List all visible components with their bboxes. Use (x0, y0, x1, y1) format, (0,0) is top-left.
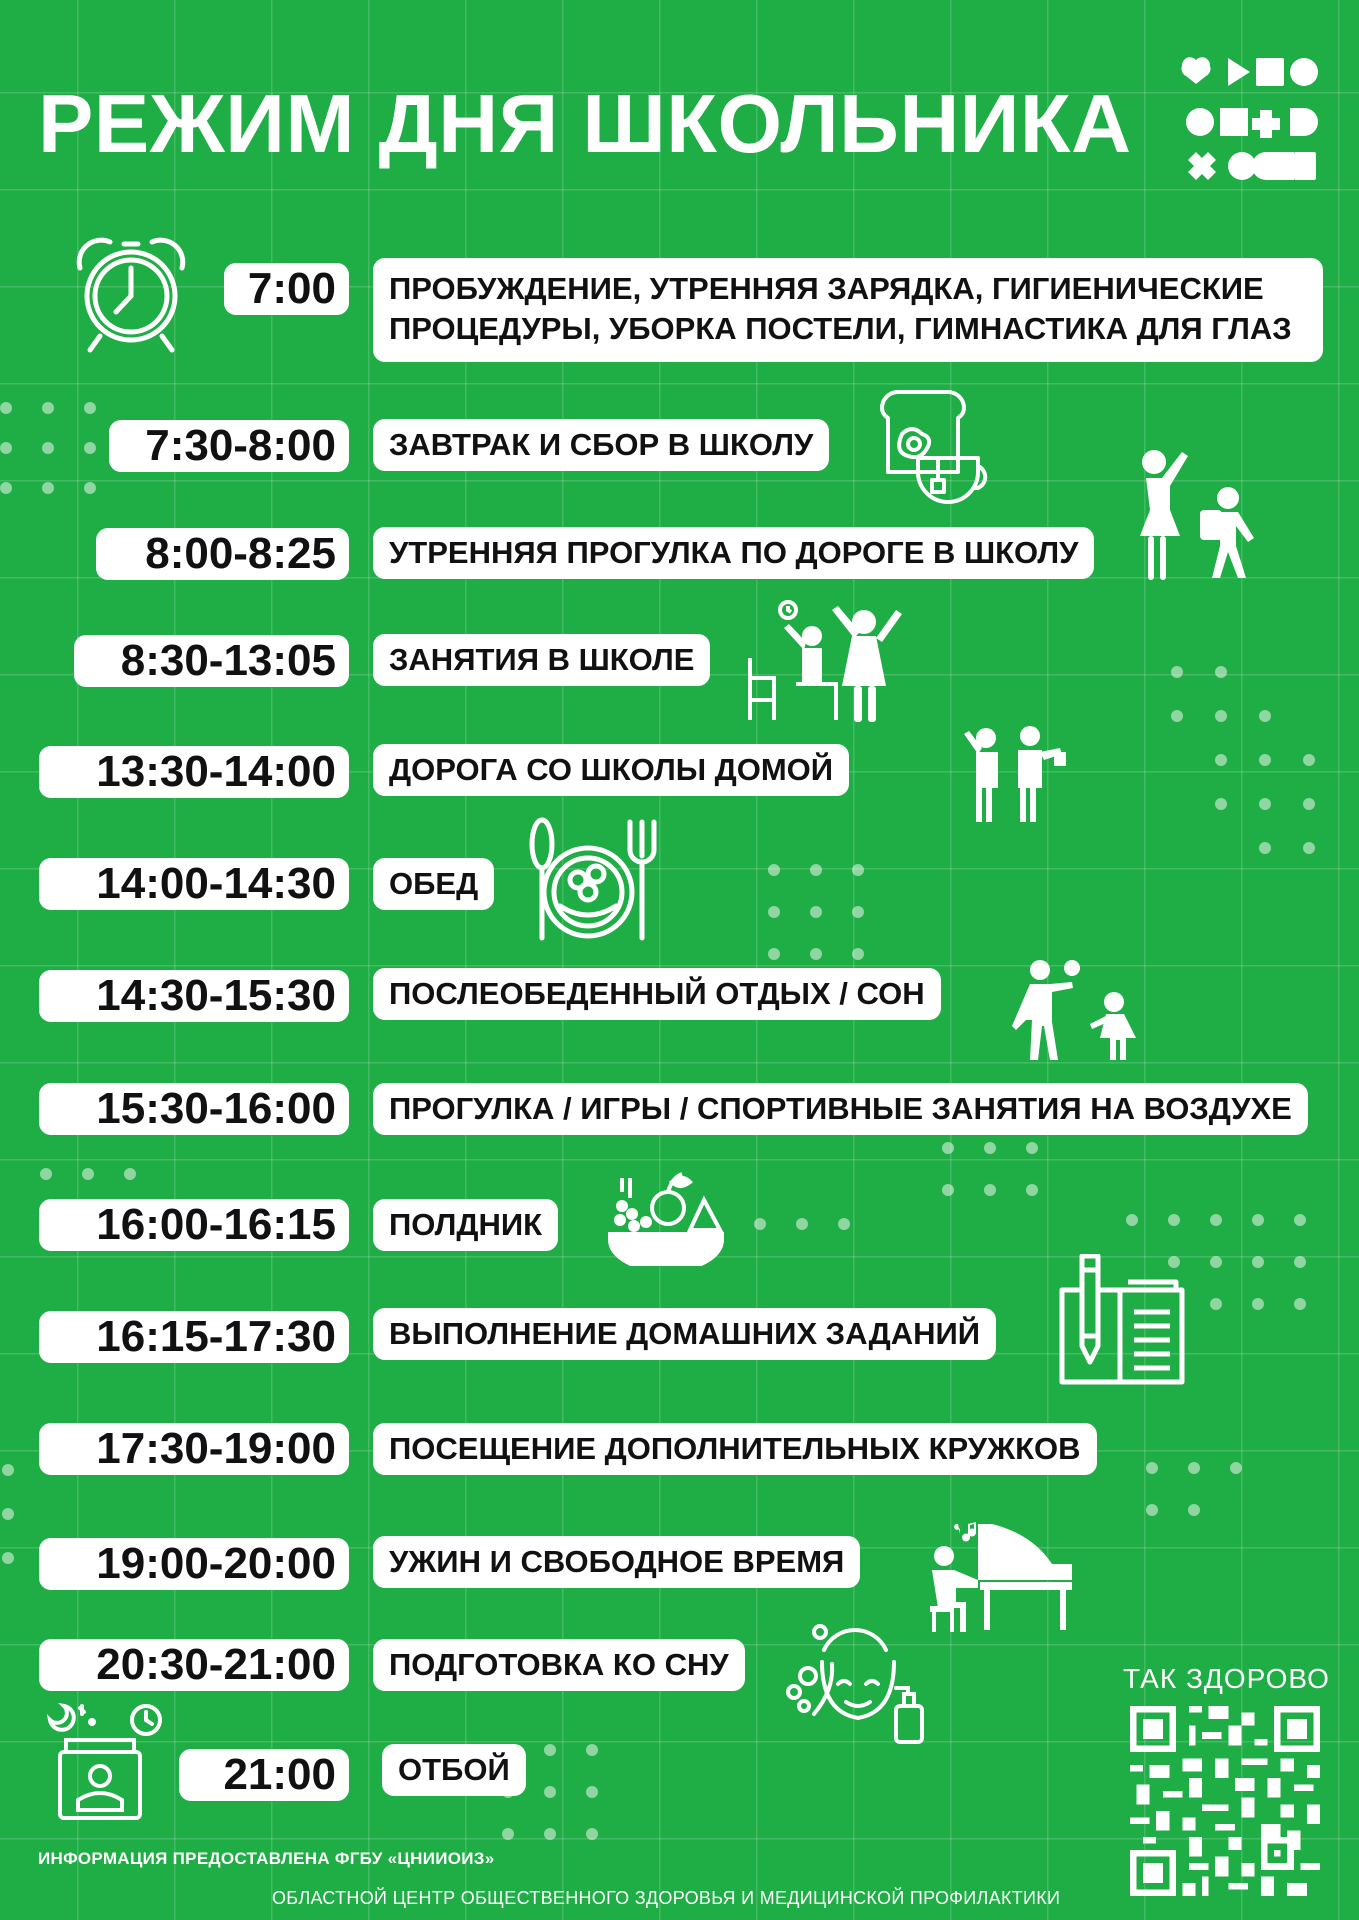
piano-player-icon (928, 1520, 1076, 1632)
face-washing-icon (780, 1610, 924, 1746)
time-badge: 8:30-13:05 (74, 635, 349, 687)
decorative-dots (0, 1460, 40, 1570)
qr-label: ТАК ЗДОРОВО (1123, 1663, 1330, 1694)
school-class-icon (746, 598, 906, 726)
time-badge: 19:00-20:00 (39, 1538, 349, 1590)
decorative-dots (38, 1164, 158, 1194)
time-badge: 7:00 (224, 263, 349, 315)
decorative-dots (940, 1140, 1060, 1210)
activity-label: ВЫПОЛНЕНИЕ ДОМАШНИХ ЗАДАНИЙ (373, 1308, 996, 1360)
activity-label: ЗАНЯТИЯ В ШКОЛЕ (373, 634, 710, 686)
sleeping-bed-icon (40, 1700, 164, 1824)
activity-label: ДОРОГА СО ШКОЛЫ ДОМОЙ (373, 744, 849, 796)
time-badge: 15:30-16:00 (39, 1083, 349, 1135)
page-title: РЕЖИМ ДНЯ ШКОЛЬНИКА (38, 77, 1132, 170)
time-badge: 21:00 (179, 1749, 349, 1801)
decorative-dots (1165, 660, 1325, 860)
activity-label: ПРОГУЛКА / ИГРЫ / СПОРТИВНЫЕ ЗАНЯТИЯ НА ВОЗДУХЕ (373, 1083, 1308, 1135)
decorative-dots (0, 396, 110, 506)
decorative-dots (1144, 1460, 1254, 1530)
notebook-pencil-icon (1056, 1254, 1192, 1386)
time-badge: 8:00-8:25 (96, 528, 349, 580)
time-badge: 14:30-15:30 (39, 970, 349, 1022)
time-badge: 14:00-14:30 (39, 858, 349, 910)
fruit-bowl-icon (606, 1162, 726, 1266)
activity-label: УТРЕННЯЯ ПРОГУЛКА ПО ДОРОГЕ В ШКОЛУ (373, 527, 1094, 579)
footer-source: ИНФОРМАЦИЯ ПРЕДОСТАВЛЕНА ФГБУ «ЦНИИОИЗ» (38, 1849, 495, 1868)
activity-label: ПОДГОТОВКА КО СНУ (373, 1639, 745, 1691)
alarm-clock-icon (66, 228, 196, 358)
footer-organization: ОБЛАСТНОЙ ЦЕНТР ОБЩЕСТВЕННОГО ЗДОРОВЬЯ И МЕДИЦИНСКОЙ ПРОФИЛАКТИКИ (272, 1888, 1061, 1908)
time-badge: 16:00-16:15 (39, 1199, 349, 1251)
breakfast-icon (872, 384, 1002, 514)
time-badge: 7:30-8:00 (109, 420, 349, 472)
activity-label: УЖИН И СВОБОДНОЕ ВРЕМЯ (373, 1536, 860, 1588)
activity-label: ЗАВТРАК И СБОР В ШКОЛУ (373, 419, 829, 471)
playing-ball-icon (1010, 958, 1140, 1062)
brand-logo-icon (1180, 52, 1320, 192)
activity-label: ОТБОЙ (382, 1744, 526, 1796)
walking-to-school-icon (1128, 446, 1268, 586)
activity-label: ПРОБУЖДЕНИЕ, УТРЕННЯЯ ЗАРЯДКА, ГИГИЕНИЧЕСКИЕ ПРОЦЕДУРЫ, УБОРКА ПОСТЕЛИ, ГИМНАСТИКА ДЛЯ ГЛАЗ (373, 258, 1323, 362)
time-badge: 16:15-17:30 (39, 1311, 349, 1363)
activity-label: ПОЛДНИК (373, 1199, 558, 1251)
activity-label: ОБЕД (373, 858, 494, 910)
time-badge: 20:30-21:00 (39, 1639, 349, 1691)
qr-code-icon[interactable] (1130, 1706, 1320, 1896)
time-badge: 17:30-19:00 (39, 1423, 349, 1475)
decorative-dots (752, 1208, 852, 1268)
time-badge: 13:30-14:00 (39, 746, 349, 798)
activity-label: ПОСЛЕОБЕДЕННЫЙ ОТДЫХ / СОН (373, 968, 941, 1020)
lunch-plate-icon (526, 816, 668, 942)
children-going-home-icon (960, 724, 1070, 824)
activity-label: ПОСЕЩЕНИЕ ДОПОЛНИТЕЛЬНЫХ КРУЖКОВ (373, 1423, 1097, 1475)
decorative-dots (766, 862, 886, 972)
